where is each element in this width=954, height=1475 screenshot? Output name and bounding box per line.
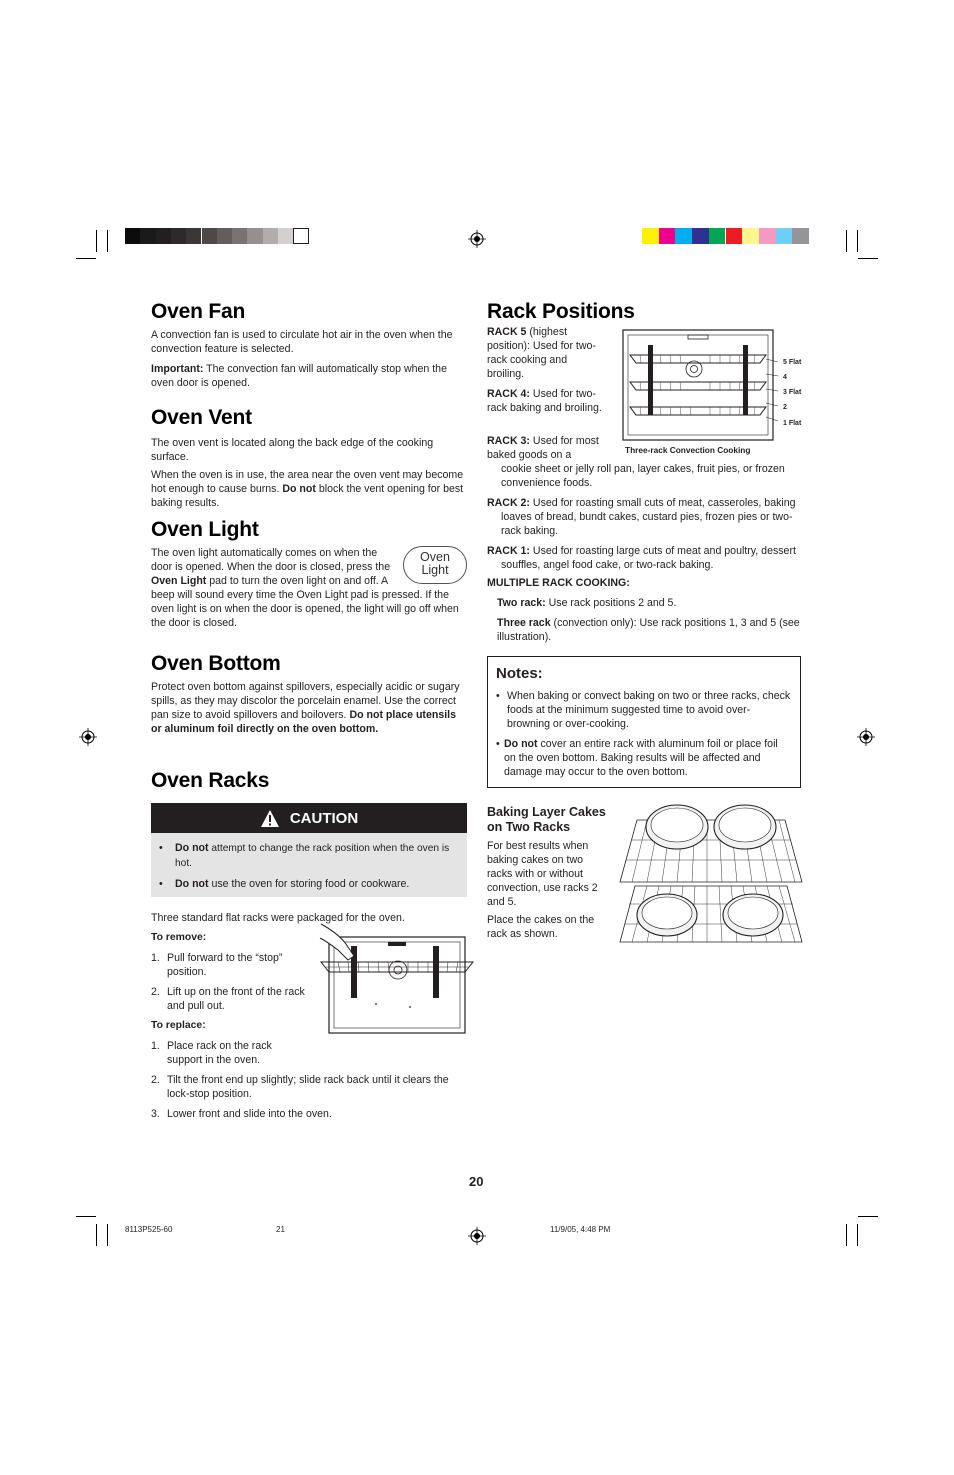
oven-fan-section <box>151 300 466 390</box>
registration-mark-icon <box>468 1227 486 1245</box>
bold-text: RACK 3: <box>487 435 530 447</box>
bold-text: Do not place utensils or aluminum foil directly on the oven bottom. <box>151 709 456 735</box>
rack-label: 1 Flat <box>783 420 802 427</box>
oven-light-section <box>151 518 467 630</box>
caution-label: CAUTION <box>289 809 359 827</box>
three-rack-convection-illustration <box>620 327 806 457</box>
bold-text: RACK 2: <box>487 497 530 509</box>
list-item <box>151 1039 307 1067</box>
text: attempt to change the rack position when the oven is hot. <box>175 843 450 869</box>
rack-3-description <box>487 434 617 462</box>
color-swatch <box>726 228 743 244</box>
color-swatch <box>247 228 262 244</box>
text: cover an entire rack with aluminum foil or place foil on the oven bottom. Baking results will be affected and damage may occur to the oven bottom. <box>504 738 778 778</box>
color-swatch <box>792 228 809 244</box>
bold-text: RACK 4: <box>487 388 530 400</box>
list-item: • Do not attempt to change the rack position when the oven is hot. <box>159 842 450 869</box>
rack-4-description <box>487 387 612 415</box>
text: Place rack on the rack support in the oven. <box>167 1040 272 1066</box>
rack-1-description <box>487 544 806 572</box>
rack-label: 5 Flat <box>783 359 802 366</box>
color-swatch <box>263 228 278 244</box>
color-swatch <box>692 228 709 244</box>
color-swatch <box>156 228 171 244</box>
pad-label: Light <box>421 563 449 577</box>
list-item: • When baking or convect baking on two or three racks, check foods at the minimum suggested time to avoid over-browning or over-cooking. <box>496 690 791 730</box>
caution-box <box>151 803 467 897</box>
color-swatch <box>232 228 247 244</box>
text: Use rack positions 2 and 5. <box>545 597 677 609</box>
color-swatch <box>659 228 676 244</box>
list-item: • Do not cover an entire rack with aluminum foil or place foil on the oven bottom. Baking results will be affected and damage may occur to the oven bottom. <box>496 738 778 778</box>
step-number: 3. <box>151 1108 160 1120</box>
rack-5-description <box>487 325 607 381</box>
color-swatch <box>125 228 140 244</box>
text: The convection fan will automatically stop when the oven door is opened. <box>151 363 447 389</box>
color-swatch <box>140 228 155 244</box>
list-item <box>151 1107 467 1121</box>
color-swatch <box>642 228 659 244</box>
two-rack-description <box>497 596 797 610</box>
registration-mark-icon <box>468 230 486 248</box>
color-swatch <box>217 228 232 244</box>
multiple-rack-heading: MULTIPLE RACK COOKING: <box>487 577 630 589</box>
text: Used for roasting large cuts of meat and poultry, dessert souffles, angel food cake, or two-rack baking. <box>501 545 796 571</box>
bold-text: RACK 1: <box>487 545 530 557</box>
text: Used for most baked goods on a <box>487 435 599 461</box>
text: Tilt the front end up slightly; slide rack back until it clears the lock-stop position. <box>167 1074 449 1100</box>
oven-bottom-section <box>151 652 466 736</box>
text: Used for two-rack baking and broiling. <box>487 388 602 414</box>
color-swatch <box>759 228 776 244</box>
rack-removal-illustration <box>318 922 476 1037</box>
step-number: 2. <box>151 986 160 998</box>
section-title: Rack Positions <box>487 300 635 323</box>
text: When the oven is in use, the area near the oven vent may become hot enough to cause burns. <box>151 469 464 495</box>
page-number: 20 <box>469 1174 484 1189</box>
list-item <box>151 1073 467 1101</box>
three-rack-description <box>497 616 802 644</box>
text: (convection only): Use rack positions 1, 3 and 5 (see illustration). <box>497 617 800 643</box>
text: block the vent opening for best baking results. <box>151 483 464 509</box>
caution-body <box>151 833 467 897</box>
figure-caption: Three-rack Convection Cooking <box>625 445 751 455</box>
registration-mark-icon <box>857 728 875 746</box>
bold-text: Oven Light <box>151 575 207 587</box>
paragraph: A convection fan is used to circulate hot air in the oven when the convection feature is selected. <box>151 329 453 355</box>
text: Protect oven bottom against spillovers, especially acidic or sugary spills, as they may discolor the porcelain enamel. Use the correct pan size to avoid spillovers and boilovers. <box>151 681 460 721</box>
rack-2-description <box>487 496 806 538</box>
list-item: • Do not use the oven for storing food or cookware. <box>159 878 410 890</box>
rack-label: 2 <box>783 404 787 411</box>
text: The oven light automatically comes on when the door is opened. When the door is closed, press the <box>151 547 391 573</box>
oven-light-pad-icon <box>403 546 467 584</box>
caution-header <box>151 803 467 833</box>
paragraph: Three standard flat racks were packaged for the oven. <box>151 912 405 924</box>
rack-label: 3 Flat <box>783 389 802 396</box>
text: use the oven for storing food or cookware. <box>208 878 410 890</box>
oven-vent-section <box>151 406 466 510</box>
color-swatch <box>675 228 692 244</box>
rack-3-continued: cookie sheet or jelly roll pan, layer cakes, fruit pies, or frozen convenience foods. <box>501 463 785 489</box>
bold-text: Two rack: <box>497 597 546 609</box>
list-item <box>151 951 306 979</box>
color-swatch <box>776 228 793 244</box>
section-title: Oven Racks <box>151 769 270 792</box>
text: Used for roasting small cuts of meat, casseroles, baking loaves of bread, bundt cakes, custard pies, frozen pies or two-rack baking. <box>501 497 796 537</box>
paragraph <box>151 362 466 390</box>
bold-text: Do not <box>504 738 538 750</box>
print-code: 8113P525-60 <box>125 1225 173 1234</box>
notes-box <box>487 656 801 788</box>
registration-mark-icon <box>79 728 97 746</box>
paragraph <box>151 468 466 510</box>
paragraph <box>151 680 466 736</box>
color-swatch <box>293 228 308 244</box>
section-title: Oven Fan <box>151 300 246 323</box>
paragraph: For best results when baking cakes on two racks with or without convection, use racks 2 and 5. <box>487 840 598 908</box>
text: Pull forward to the “stop” position. <box>167 952 283 978</box>
bold-text: Important: <box>151 363 204 375</box>
section-title: Oven Light <box>151 518 259 541</box>
step-number: 1. <box>151 952 160 964</box>
list-item <box>151 985 306 1013</box>
rack-label: 4 <box>783 374 787 381</box>
subheading: To remove: <box>151 932 207 943</box>
color-swatch <box>202 228 217 244</box>
text: (highest position): Used for two-rack cooking and broiling. <box>487 326 596 380</box>
text: When baking or convect baking on two or three racks, check foods at the minimum suggested time to avoid over-browning or over-cooking. <box>507 690 791 730</box>
print-datetime: 11/9/05, 4:48 PM <box>550 1225 611 1234</box>
color-swatch <box>278 228 293 244</box>
bold-text: Do not <box>175 842 209 854</box>
notes-title: Notes: <box>496 665 543 682</box>
bold-text: RACK 5 <box>487 326 527 338</box>
color-swatch <box>742 228 759 244</box>
paragraph: Place the cakes on the rack as shown. <box>487 914 595 940</box>
print-sheet: 21 <box>276 1225 285 1234</box>
pad-label: Oven <box>420 550 450 564</box>
bold-text: Three rack <box>497 617 551 629</box>
text: Lower front and slide into the oven. <box>167 1108 332 1120</box>
section-title: Oven Bottom <box>151 652 281 675</box>
subsection-title: Baking Layer Cakes on Two Racks <box>487 805 606 834</box>
step-number: 2. <box>151 1074 160 1086</box>
paragraph: The oven vent is located along the back edge of the cooking surface. <box>151 437 434 463</box>
cakes-on-two-racks-illustration <box>617 800 805 946</box>
color-swatch <box>186 228 201 244</box>
text: Lift up on the front of the rack and pull out. <box>167 986 305 1012</box>
color-swatch <box>171 228 186 244</box>
section-title: Oven Vent <box>151 406 252 429</box>
bold-text: Do not <box>282 483 316 495</box>
subheading: To replace: <box>151 1020 206 1031</box>
color-swatch <box>709 228 726 244</box>
baking-cakes-section <box>487 805 622 941</box>
bold-text: Do not <box>175 878 209 890</box>
text: pad to turn the oven light on and off. A beep will sound every time the Oven Light pad is pressed. If the oven light is on when the door is opened, the light will go off when the door is closed. <box>151 575 459 629</box>
warning-icon <box>260 809 280 828</box>
step-number: 1. <box>151 1040 160 1052</box>
